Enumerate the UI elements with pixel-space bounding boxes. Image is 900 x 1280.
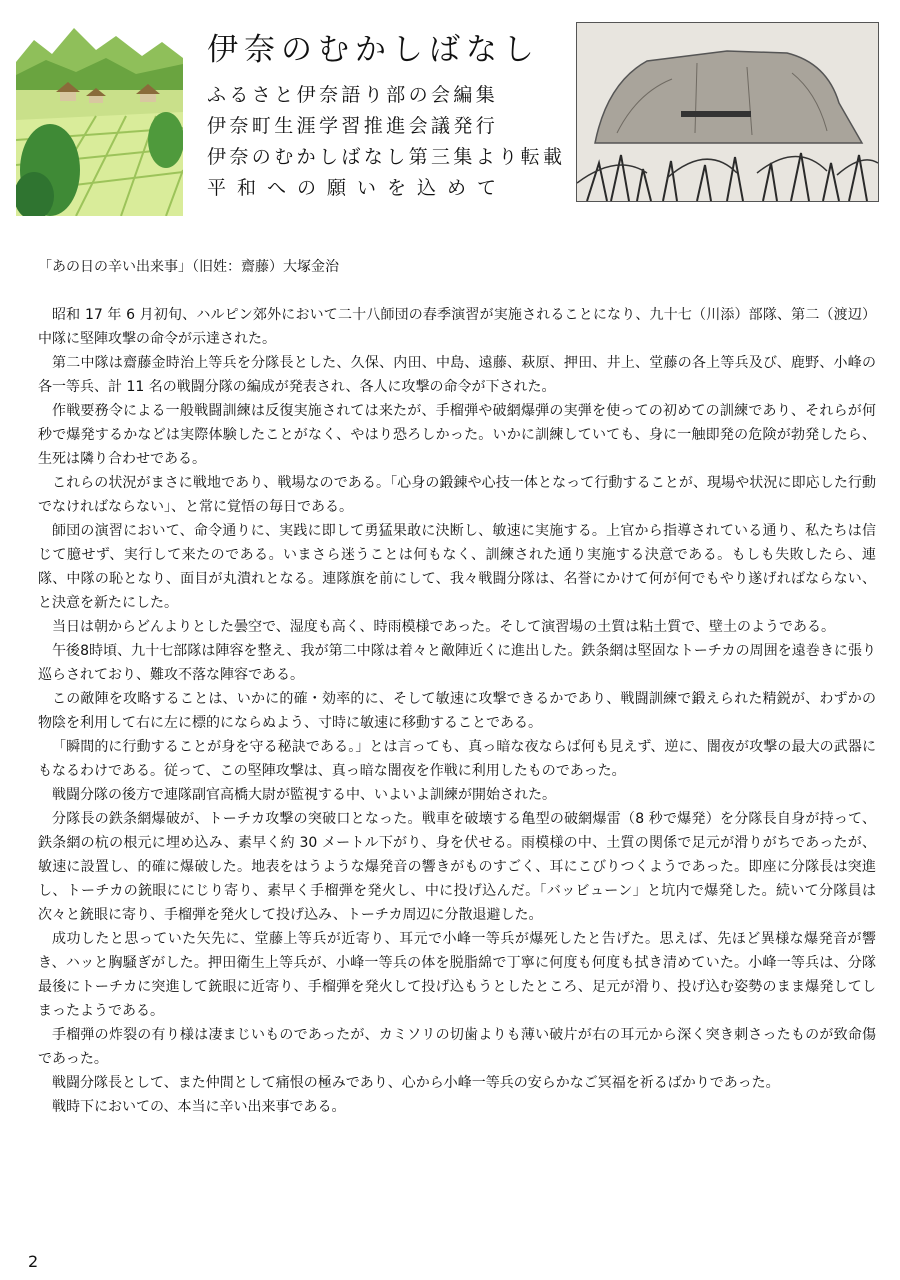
source-line: 伊奈のむかしばなし第三集より転載 xyxy=(207,146,566,168)
paragraph: 当日は朝からどんよりとした曇空で、湿度も高く、時雨模様であった。そして演習場の土質は粘土質で、壁土のようである。 xyxy=(52,619,836,635)
paragraph: 成功したと思っていた矢先に、堂藤上等兵が近寄り、耳元で小峰一等兵が爆死したと告げた。思えば、先ほど異様な爆発音が響き、ハッと胸騒ぎがした。押田衛生上等兵が、小峰一等兵の体を脱脂綿で丁寧に何度も何度も拭き清めていた。小峰一等兵は、分隊最後にトーチカに突進して銃眼に近寄り、手榴弾を発火して投げ込もうとしたところ、足元が滑り、投げ込む姿勢のまま爆発してしまったようである。 xyxy=(38,931,876,1019)
title-block xyxy=(207,30,566,204)
paragraph: 第二中隊は齋藤金時治上等兵を分隊長とした、久保、内田、中島、遠藤、萩原、押田、井上、堂藤の各上等兵及び、鹿野、小峰の各一等兵、計 11 名の戦闘分隊の編成が発表され、各人に攻撃の命令が下された。 xyxy=(38,355,876,395)
paragraph: これらの状況がまさに戦地であり、戦場なのである。「心身の鍛錬や心技一体となって行動することが、現場や状況に即応した行動でなければならない」、と常に覚悟の毎日である。 xyxy=(38,475,876,515)
editor-line: ふるさと伊奈語り部の会編集 xyxy=(207,84,499,106)
tochka-illustration xyxy=(576,22,879,202)
page-number: 2 xyxy=(28,1252,39,1271)
paragraph: 分隊長の鉄条網爆破が、トーチカ攻撃の突破口となった。戦車を破壊する亀型の破網爆雷（8 秒で爆発）を分隊長自身が持って、鉄条網の杭の根元に埋め込み、素早く約 30 メートル下がり、身を伏せる。雨模様の中、土質の関係で足元が滑りがちであったが、敏速に設置し、的確に爆破した。地表をはうような爆発音の響きがものすごく、耳にこびりつくようであった。即座に分隊長は突進し、トーチカの銃眼ににじり寄り、素早く手榴弾を発火し、中に投げ込んだ。「バッビューン」と坑内で爆発した。続いて分隊員は次々と銃眼に寄り、手榴弾を発火して投げ込み、トーチカ周辺に分散退避した。 xyxy=(38,811,876,923)
paragraph: 戦時下においての、本当に辛い出来事である。 xyxy=(52,1099,346,1115)
paragraph: 「瞬間的に行動することが身を守る秘訣である。」とは言っても、真っ暗な夜ならば何も見えず、逆に、闇夜が攻撃の最大の武器にもなるわけである。従って、この堅陣攻撃は、真っ暗な闇夜を作戦に利用したものであった。 xyxy=(38,739,876,779)
paragraph: 戦闘分隊長として、また仲間として痛恨の極みであり、心から小峰一等兵の安らかなご冥福を祈るばかりであった。 xyxy=(52,1075,780,1091)
paragraph: 師団の演習において、命令通りに、実践に即して勇猛果敢に決断し、敏速に実施する。上官から指導されている通り、私たちは信じて臆せず、実行して来たのである。いまさら迷うことは何もなく、訓練された通り実施する決意である。もしも失敗したら、連隊、中隊の恥となり、面目が丸潰れとなる。連隊旗を前にして、我々戦闘分隊は、名誉にかけて何が何でもやり遂げればならない、と決意を新たにした。 xyxy=(38,523,876,611)
paragraph: 昭和 17 年 6 月初旬、ハルピン郊外において二十八師団の春季演習が実施されることになり、九十七（川添）部隊、第二（渡辺）中隊に堅陣攻撃の命令が示達された。 xyxy=(38,307,876,347)
article-body xyxy=(38,303,876,1119)
article-title: 「あの日の辛い出来事」（旧姓：齋藤）大塚金治 xyxy=(38,259,339,275)
publisher-line: 伊奈町生涯学習推進会議発行 xyxy=(207,115,499,137)
dedication-line: 平和への願いを込めて xyxy=(207,177,508,199)
paragraph: この敵陣を攻略することは、いかに的確・効率的に、そして敏速に攻撃できるかであり、戦闘訓練で鍛えられた精鋭が、わずかの物陰を利用して右に左に標的にならぬよう、寸時に敏速に移動することである。 xyxy=(38,691,876,731)
village-illustration xyxy=(16,20,183,216)
paragraph: 午後8時頃、九十七部隊は陣容を整え、我が第二中隊は着々と敵陣近くに進出した。鉄条網は堅固なトーチカの周囲を遠巻きに張り巡らされており、難攻不落な陣容である。 xyxy=(38,643,876,683)
paragraph: 作戦要務令による一般戦闘訓練は反復実施されては来たが、手榴弾や破網爆弾の実弾を使っての初めての訓練であり、それらが何秒で爆発するかなどは実際体験したことがなく、やはり恐ろしかった。いかに訓練していても、身に一触即発の危険が勃発したら、生死は隣り合わせである。 xyxy=(38,403,876,467)
page-title: 伊奈のむかしばなし xyxy=(207,32,540,68)
page-header xyxy=(0,0,900,230)
paragraph: 手榴弾の炸裂の有り様は凄まじいものであったが、カミソリの切歯よりも薄い破片が右の耳元から深く突き刺さったものが致命傷であった。 xyxy=(38,1027,876,1067)
paragraph: 戦闘分隊の後方で連隊副官高橋大尉が監視する中、いよいよ訓練が開始された。 xyxy=(52,787,556,803)
